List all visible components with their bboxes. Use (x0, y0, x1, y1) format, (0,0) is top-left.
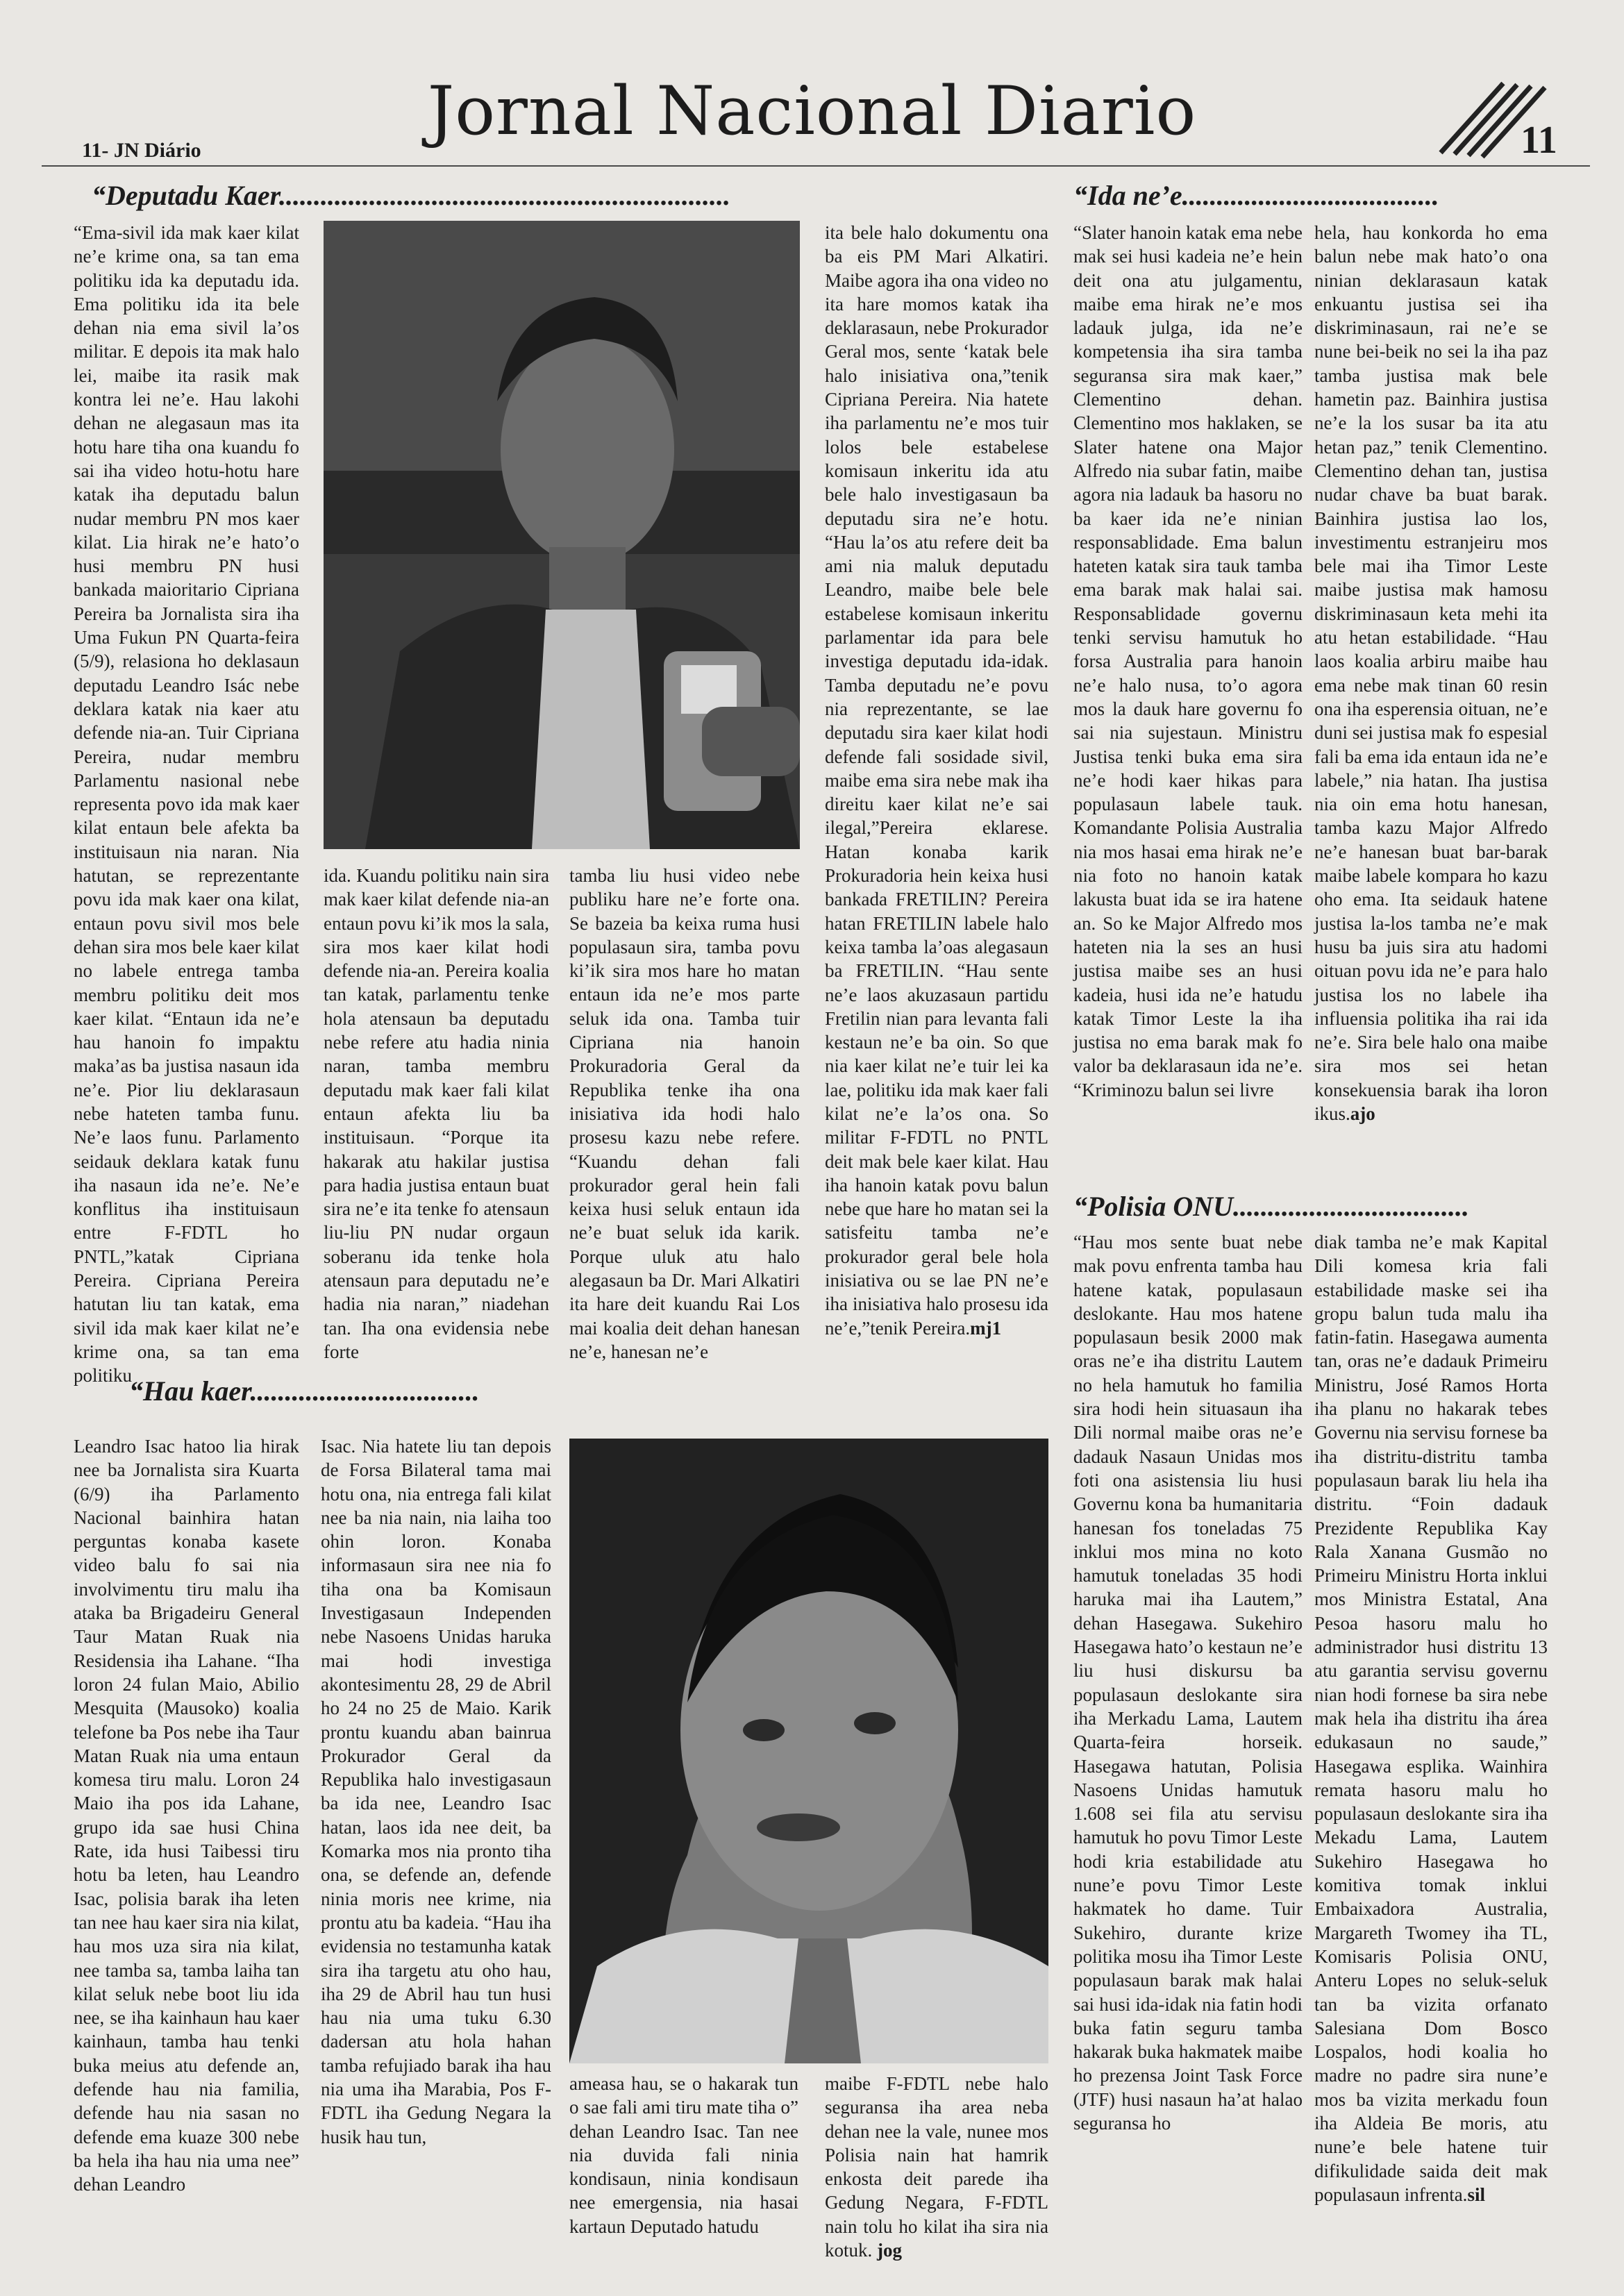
article-polisia-col2: diak tamba ne’e mak Kapital Dili komesa kria fali estabilidade maske sei iha gropu balun tuda malu iha fatin-fatin. Hasegawa aumenta tan, oras ne’e dadauk Primeiru Ministru, José Ramos Horta iha planu no hakarak tebes Governu nia servisu fornese ba iha distritu-distritu tamba populasaun barak liu hela iha distritu. “Foin dadauk Prezidente Republika Kay Rala Xanana Gusmão no Primeiru Ministru Horta inklui mos Ministra Estatal, Ana Pesoa hasoru malu ho administrador husi distritu 13 atu garantia servisu governu nian hodi fornese ba sira nebe mak hela iha distritu iha área edukasaun no saude,” Hasegawa esplika. Wainhira remata hasoru malu ho populasaun deslokante sira iha Mekadu Lama, Lautem Sukehiro Hasegawa ho komitiva tomak inklui Embaixadora Australia, Margareth Twomey iha TL, Komisaris Polisia ONU, Anteru Lopes no seluk-seluk tan ba vizita orfanato Salesiana Dom Bosco Lospalos, hodi koalia ho madre no padre sira nune’e mos ba vizita merkadu foun iha Aldeia Be moris, atu nune’e bele hatene tuir difikulidade saida deit mak populasaun infrenta.sil (1314, 1232, 1548, 2205)
signature-jog: jog (877, 2240, 903, 2261)
signature-mj1: mj1 (970, 1317, 1002, 1339)
article-ida-nee-col2: hela, hau konkorda ho ema balun nebe mak hato’o ona ninian deklarasaun katak enkuantu justisa sei iha diskriminasaun, rai ne’e se nune bei-beik no sei la iha paz tamba justisa mak bele hametin paz. Bainhira justisa ne’e la los susar ba ita atu hetan paz,” tenik Clementino. Clementino dehan tan, justisa nudar chave ba buat barak. Bainhira justisa lao los, investimentu estranjeiru mos bele mai iha Timor Leste maibe justisa mak hamosu diskriminasaun keta mehi ita atu hetan estabilidade. “Hau laos koalia arbiru maibe hau ema nebe mak tinan 60 resin ona iha esperensia oituan, ne’e duni sei justisa mak fo espesial fali ba ema ida entaun ida ne’e labele,” nia hatan. Iha justisa nia oin ema hotu hanesan, tamba kazu Major Alfredo ne’e hanesan buat bar-barak maibe labele kompara ho kazu oho ema. Ita seidauk hatene justisa la-los tamba ne’e mak husu ba juis sira atu hadomi oituan povu ida ne’e para halo justisa los no labele iha influensia politika iha rai ida ne’e. Sira bele halo ona maibe sira mos sei hetan konsekuensia barak iha loron ikus.ajo (1314, 222, 1548, 1124)
newspaper-title: Jornal Nacional Diario (427, 72, 1197, 150)
article-hau-kaer-col3: ameasa hau, se o hakarak tun o sae fali ami tiru mate tiha o” dehan Leandro Isac. Tan nee nia duvida fali ninia kondisaun, ninia kondisaun nee emergensia, nia hasai kartaun Deputado hatudu (569, 2073, 798, 2237)
signature-sil: sil (1467, 2184, 1485, 2205)
headline-deputadu-kaer: “Deputadu Kaer................................................................. (92, 180, 731, 211)
headline-ida-nee: “Ida ne’e..................................... (1073, 180, 1439, 211)
article-deputadu-col2: ida. Kuandu politiku nain sira mak kaer kilat defende nia-an entaun povu ki’ik mos la sala, sira mos kaer kilat hodi defende nia-an. Pereira koalia tan katak, parlamentu tenke hola atensaun ba deputadu nebe refere atu hadia ninia naran, tamba membru deputadu mak kaer fali kilat entaun afekta liu ba instituisaun. “Porque ita hakarak atu hakilar justisa para hadia justisa entaun buat sira ne’e ita tenke fo atensaun liu-liu PN nudar orgaun soberanu ida tenke hola atensaun para deputadu ne’e hadia nia naran,” niadehan tan. Iha ona evidensia nebe forte (324, 865, 549, 1362)
signature-ajo: ajo (1350, 1103, 1375, 1124)
headline-polisia-onu: “Polisia ONU.................................. (1073, 1191, 1469, 1222)
article-ida-nee-col1: “Slater hanoin katak ema nebe mak sei husi kadeia ne’e hein deit ona atu julgamentu, maibe ema hirak ne’e mos ladauk julga, ida ne’e kompetensia iha sira tamba seguransa sira mak kaer,” Clementino dehan. Clementino mos haklaken, se Slater hatene ona Major Alfredo nia subar fatin, maibe agora nia ladauk ba hasoru no ba kaer ida ne’e ninian responsablidade. Ema balun hateten katak sira tauk tamba ema barak mak halai sai. Responsablidade governu tenki servisu hamutuk ho forsa Australia para hanoin ne’e halo nusa, to’o agora mos la dauk hare governu fo sai nia sujestaun. Ministru Justisa tenki buka ema sira ne’e hodi kaer hikas para populasaun labele tauk. Komandante Polisia Australia nia mos hasai ema hirak ne’e nia foto no hanoin katak lakusta buat ida se ira hatene an. So ke Major Alfredo mos hateten nia la ses an husi justisa maibe ses an husi kadeia, husi ida ne’e hatudu katak Timor Leste la iha justisa no ema barak mak fo valor ba deklarasaun ida ne’e. “Kriminozu balun sei livre (1073, 222, 1303, 1100)
page-number: 11 (1521, 119, 1557, 162)
headline-hau-kaer: “Hau kaer................................. (129, 1375, 480, 1407)
article-polisia-col1: “Hau mos sente buat nebe mak povu enfrenta tamba hau hatene katak, populasaun deslokante. Hau mos hatene populasaun besik 2000 mak oras ne’e iha distritu Lautem no hela hamutuk ho familia sira hodi hein situasaun iha Dili normal maibe oras ne’e dadauk Nasaun Unidas mos foti ona asistensia liu husi Governu kona ba humanitaria hanesan fos toneladas 75 inklui mos mina no koto hamutuk toneladas 35 hodi haruka mai iha Lautem,” dehan Hasegawa. Sukehiro Hasegawa hato’o kestaun ne’e liu husi diskursu ba populasaun deslokante sira iha Merkadu Lama, Lautem Quarta-feira horseik. Hasegawa hatutan, Polisia Nasoens Unidas hamutuk 1.608 sei fila atu servisu hamutuk ho povu Timor Leste hodi kria estabilidade atu nune’e povu Timor Leste hakmatek ho dame. Tuir Sukehiro, durante krize politika mosu iha Timor Leste populasaun barak mak halai sai husi ida-idak nia fatin hodi buka fatin seguru tamba hakarak buka hakmatek maibe ho prezensa Joint Task Force (JTF) husi nasaun ha’at halao seguransa ho (1073, 1232, 1303, 2134)
article-hau-kaer-col1: Leandro Isac hatoo lia hirak nee ba Jornalista sira Kuarta (6/9) iha Parlamento Nacional bainhira hatan perguntas konaba kasete video balu fo sai nia involvimentu tiru malu iha ataka ba Brigadeiru General Taur Matan Ruak nia Residensia iha Lahane. “Iha loron 24 fulan Maio, Abilio Mesquita (Mausoko) koalia telefone ba Pos nebe iha Taur Matan Ruak nia uma entaun komesa tiru malu. Loron 24 Maio iha pos ida Lahane, grupo ida sae husi China Rate, ida husi Taibessi tiru hotu ba leten, hau Leandro Isac, polisia barak iha leten tan nee hau kaer sira nia kilat, hau mos uza sira nia kilat, nee tamba sa, tamba laiha tan kilat seluk nebe boot liu ida nee, se iha kainhaun hau kaer kainhaun, tamba hau tenki buka meius atu defende an, defende hau nia familia, defende hau nia sasan no defende ema kuaze 300 nebe ba hela iha hau nia uma nee” dehan Leandro (74, 1436, 299, 2195)
photo-leandro-isac (569, 1439, 1048, 2063)
article-deputadu-col4: ita bele halo dokumentu ona ba eis PM Mari Alkatiri. Maibe agora iha ona video no ita hare momos katak iha deklarasaun, nebe Prokurador Geral mos, sente ‘katak bele halo inisiativa ona,”tenik Cipriana Pereira. Nia hatete iha parlamentu ne’e mos tuir lolos bele estabelese komisaun inkeritu ida atu bele halo investigasaun ba deputadu sira ne’e hotu. “Hau la’os atu refere deit ba ami nia maluk deputadu Leandro, maibe bele bele estabelese komisaun inkeritu parlamentar ida para bele investiga deputadu ida-idak. Tamba deputadu ne’e povu nia reprezentante, se lae deputadu sira kaer kilat hodi defende fali sosidade sivil, maibe ema sira nebe mak iha direitu kaer kilat ne’e sai ilegal,”Pereira eklarese. Hatan konaba karik Prokuradoria hein keixa husi bankada FRETILIN? Pereira hatan FRETILIN labele halo keixa tamba la’oas alegasaun ba FRETILIN. “Hau sente ne’e laos akuzasaun partidu Fretilin nian para levanta fali kestaun ne’e ba oin. So que nia kaer kilat ne’e tuir lei ka lae, politiku ida mak kaer fali kilat ne’e la’os ona. So militar F-FDTL no PNTL deit mak bele kaer kilat. Hau iha hanoin katak povu balun nebe que hare ho matan sei la satisfeitu tamba ne’e prokurador geral bele hola inisiativa ou se lae PN ne’e iha inisiativa halo prosesu ida ne’e,”tenik Pereira.mj1 (825, 222, 1048, 1339)
page-label: 11- JN Diário (82, 139, 201, 162)
photo-cipriana-pereira (324, 221, 800, 849)
article-deputadu-col3: tamba liu husi video nebe publiku hare ne’e forte ona. Se bazeia ba keixa ruma husi populasaun sira, tamba povu ki’ik sira mos hare ho matan entaun ida ne’e mos parte seluk ida ona. Tamba tuir Cipriana nia hanoin Prokuradoria Geral da Republika tenke iha ona inisiativa ida hodi halo prosesu kazu nebe refere. “Kuandu dehan fali prokurador geral hein fali keixa husi seluk entaun ida ne’e buat seluk ida karik. Porque uluk atu halo alegasaun ba Dr. Mari Alkatiri ita hare deit kuandu Rai Los mai koalia deit dehan hanesan ne’e, hanesan ne’e (569, 865, 800, 1362)
masthead-rule (42, 165, 1590, 167)
article-deputadu-col1: “Ema-sivil ida mak kaer kilat ne’e krime ona, sa tan ema politiku ida ka deputadu ida. Ema politiku ida ita bele dehan nia ema sivil la’os militar. E depois ita mak halo lei, maibe ita rasik mak kontra lei ne’e. Hau lakohi dehan ne alegasaun mas ita hotu hare tiha ona kuandu fo sai iha video hotu-hotu hare katak iha deputadu balun nudar membru PN mos kaer kilat. Lia hirak ne’e hato’o husi membru PN husi bankada maioritario Cipriana Pereira ba Jornalista sira iha Uma Fukun PN Quarta-feira (5/9), relasiona ho deklasaun deputadu Leandro Isác nebe deklara katak nia kaer atu defende nia-an. Tuir Cipriana Pereira, nudar membru Parlamentu nasional nebe representa povo ida mak kaer kilat entaun bele afekta ba instituisaun nia naran. Nia hatutan, se reprezentante povu ida mak kaer ona kilat, entaun povu sivil mos bele dehan sira mos bele kaer kilat no labele entrega tamba membru politiku deit mos kaer kilat. “Entaun ida ne’e hau hanoin fo impaktu maka’as ba justisa nasaun ida ne’e. Pior liu deklarasaun nebe hateten tamba funu. Ne’e laos funu. Parlamento seidauk deklara katak funu iha nasaun ida ne’e. Ne’e konflitus iha instituisaun entre F-FDTL ho PNTL,”katak Cipriana Pereira. Cipriana Pereira hatutan liu tan katak, ema sivil ida mak kaer kilat ne’e krime ona, sa tan ema politiku (74, 222, 299, 1386)
article-hau-kaer-col4: maibe F-FDTL nebe halo seguransa iha area neba dehan nee la vale, nunee mos Polisia nain hat hamrik enkosta deit parede iha Gedung Negara, F-FDTL nain tolu ho kilat iha sira nia kotuk. jog (825, 2073, 1048, 2261)
article-hau-kaer-col2: Isac. Nia hatete liu tan depois de Forsa Bilateral tama mai hotu ona, nia entrega fali kilat nee ba nia nain, nia laiha too ohin loron. Konaba informasaun sira nee nia fo tiha ona ba Komisaun Investigasaun Independen nebe Nasoens Unidas haruka mai hodi investiga akontesimentu 28, 29 de Abril ho 24 no 25 de Maio. Karik prontu kuandu aban bainrua Prokurador Geral da Republika halo investigasaun ba ida nee, Leandro Isac hatan, laos ida nee deit, ba Komarka mos nia pronto tiha ona, se defende an, defende ninia moris nee krime, nia prontu atu ba kadeia. “Hau iha evidensia no testamunha katak sira iha targetu atu oho hau, iha 29 de Abril hau tun husi hau nia uma tuku 6.30 dadersan atu hola hahan tamba refujiado barak iha hau nia uma iha Marabia, Pos F-FDTL iha Gedung Negara la husik hau tun, (321, 1436, 551, 2147)
